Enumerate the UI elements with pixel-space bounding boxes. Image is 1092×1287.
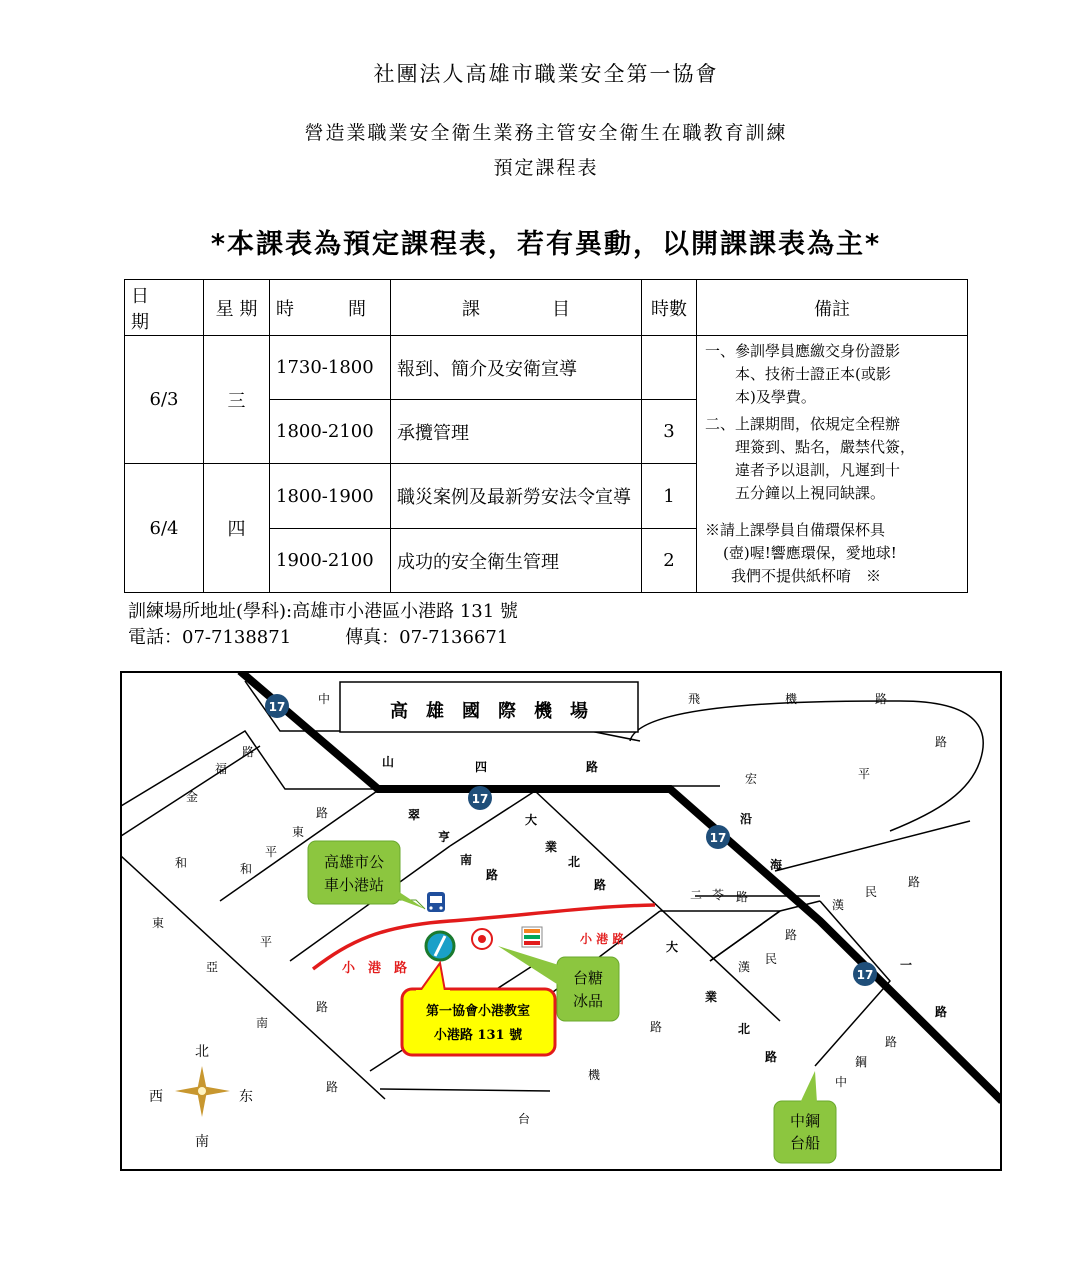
svg-text:大: 大: [525, 813, 538, 827]
svg-text:南: 南: [460, 853, 473, 867]
svg-text:路: 路: [316, 1000, 329, 1014]
steel-label: 台船: [789, 1134, 821, 1152]
svg-text:金: 金: [186, 790, 199, 804]
schedule-table: [124, 279, 968, 593]
header-subject: 課 目: [391, 280, 642, 336]
svg-text:漢: 漢: [832, 898, 845, 912]
svg-text:平: 平: [260, 935, 273, 949]
compass-south: 南: [195, 1134, 209, 1150]
highway-shield: [853, 962, 877, 986]
svg-text:機: 機: [588, 1068, 601, 1082]
row-date: 6/3: [125, 336, 204, 464]
row-subject: 報到、簡介及安衛宣導: [391, 336, 642, 400]
schedule-notice: *本課表為預定課程表，若有異動，以開課課表為主*: [210, 229, 882, 260]
highway-shield: [706, 825, 730, 849]
steel-label: 中鋼: [789, 1112, 821, 1130]
taisugar-label: 冰品: [572, 992, 604, 1010]
svg-text:路: 路: [935, 735, 948, 749]
row-time: 1800-2100: [270, 400, 391, 464]
svg-text:東: 東: [152, 916, 165, 930]
row-time: 1800-1900: [270, 464, 391, 529]
compass-west: 西: [149, 1089, 163, 1105]
svg-text:飛: 飛: [688, 692, 701, 706]
airport-label: 高 雄 國 際 機 場: [390, 701, 588, 722]
svg-text:和: 和: [240, 862, 253, 876]
row-subject: 承攬管理: [391, 400, 642, 464]
classroom-label: 第一協會小港教室: [425, 1004, 531, 1019]
taisugar-label: 台糖: [572, 969, 604, 987]
svg-text:路: 路: [875, 692, 888, 706]
svg-text:路: 路: [594, 878, 607, 892]
training-address: 訓練場所地址(學科):高雄市小港區小港路 131 號: [128, 601, 518, 622]
svg-text:亞: 亞: [206, 960, 219, 974]
bus-station-label: 車小港站: [323, 876, 385, 894]
remark-line: ※請上課學員自備環保杯具: [705, 521, 886, 539]
svg-text:大: 大: [666, 940, 679, 954]
svg-text:南: 南: [256, 1016, 269, 1030]
svg-text:中: 中: [835, 1075, 848, 1089]
row-time: 1730-1800: [270, 336, 391, 400]
svg-text:路: 路: [326, 1080, 339, 1094]
svg-text:中: 中: [318, 692, 331, 706]
svg-text:苓: 苓: [712, 888, 725, 902]
svg-text:福: 福: [215, 762, 228, 776]
svg-text:路: 路: [908, 875, 921, 889]
svg-text:業: 業: [705, 990, 718, 1004]
row-hours: 3: [642, 400, 697, 464]
svg-text:翠: 翠: [408, 808, 421, 822]
svg-text:北: 北: [568, 855, 581, 869]
svg-text:亨: 亨: [438, 830, 451, 844]
row-subject: 成功的安全衛生管理: [391, 529, 642, 593]
phone-fax: 電話：07-7138871 傳真：07-7136671: [128, 627, 509, 648]
svg-text:路: 路: [586, 760, 599, 774]
row-date: 6/4: [125, 464, 204, 593]
svg-text:漢: 漢: [738, 960, 751, 974]
remark-line: 違者予以退訓，凡遲到十: [735, 461, 901, 479]
svg-text:北: 北: [738, 1022, 751, 1036]
remarks-cell: [697, 336, 968, 593]
svg-text:17: 17: [856, 968, 874, 982]
row-subject: 職災案例及最新勞安法令宣導: [391, 464, 642, 529]
xiaogang-road-label-right: 小 港 路: [580, 932, 625, 946]
svg-text:平: 平: [265, 845, 278, 859]
svg-text:路: 路: [242, 745, 255, 759]
table-header-row: [125, 280, 968, 336]
svg-text:山: 山: [382, 755, 395, 769]
svg-text:路: 路: [486, 868, 499, 882]
svg-text:民: 民: [765, 952, 778, 966]
highway-shield: [265, 694, 289, 718]
taisugar-logo-icon: [472, 929, 492, 949]
header-time: 時 間: [270, 280, 391, 336]
svg-text:路: 路: [650, 1020, 663, 1034]
svg-text:路: 路: [935, 1005, 948, 1019]
svg-text:東: 東: [292, 825, 305, 839]
header-weekday: 星 期: [204, 280, 270, 336]
bus-station-label: 高雄市公: [323, 853, 385, 871]
schedule-subtitle: 預定課程表: [493, 157, 599, 179]
svg-text:路: 路: [765, 1050, 778, 1064]
svg-text:宏: 宏: [745, 772, 758, 786]
xiaogang-road-label: 小 港 路: [342, 961, 408, 976]
course-title: 營造業職業安全衛生業務主管安全衛生在職教育訓練: [304, 122, 788, 144]
svg-text:民: 民: [865, 885, 878, 899]
row-time: 1900-2100: [270, 529, 391, 593]
row-hours: 2: [642, 529, 697, 593]
seven-eleven-icon: [522, 927, 542, 947]
header-date: 日 期: [125, 280, 204, 336]
svg-text:17: 17: [268, 700, 286, 714]
organization-title: 社團法人高雄市職業安全第一協會: [373, 62, 719, 86]
svg-text:路: 路: [785, 928, 798, 942]
svg-text:沿: 沿: [740, 812, 753, 826]
bus-icon: [427, 892, 445, 912]
remark-line: 本)及學費。: [735, 388, 816, 406]
compass-east: 东: [239, 1089, 253, 1105]
highway-shield: [468, 786, 492, 810]
svg-text:台: 台: [518, 1112, 531, 1126]
svg-text:平: 平: [858, 767, 871, 781]
svg-text:業: 業: [545, 840, 558, 854]
row-hours: [642, 336, 697, 400]
svg-text:路: 路: [885, 1035, 898, 1049]
remark-line: 二、上課期間，依規定全程辦: [705, 415, 901, 433]
remark-line: (壺)喔!響應環保，愛地球!: [723, 544, 897, 562]
svg-text:17: 17: [471, 792, 489, 806]
svg-text:四: 四: [475, 760, 488, 774]
row-weekday: 四: [204, 464, 270, 593]
remark-line: 一、參訓學員應繳交身份證影: [705, 342, 901, 360]
remark-line: 理簽到、點名，嚴禁代簽，: [735, 438, 916, 456]
location-map: [120, 671, 1002, 1171]
svg-text:鋼: 鋼: [855, 1055, 868, 1069]
svg-text:路: 路: [316, 806, 329, 820]
classroom-address-label: 小港路 131 號: [433, 1028, 523, 1043]
table-row: [125, 336, 968, 400]
svg-text:和: 和: [175, 856, 188, 870]
svg-text:機: 機: [785, 692, 798, 706]
row-hours: 1: [642, 464, 697, 529]
remark-line: 我們不提供紙杯唷 ※: [731, 567, 882, 585]
svg-text:路: 路: [736, 890, 749, 904]
row-weekday: 三: [204, 336, 270, 464]
compass-north: 北: [195, 1044, 209, 1060]
classroom-logo-icon: [426, 932, 454, 960]
svg-text:17: 17: [709, 831, 727, 845]
header-hours: 時數: [642, 280, 697, 336]
svg-text:海: 海: [770, 858, 783, 872]
header-remarks: 備註: [697, 280, 968, 336]
remark-line: 五分鐘以上視同缺課。: [735, 484, 886, 502]
svg-text:一: 一: [900, 958, 913, 972]
remark-line: 本、技術士證正本(或影: [735, 365, 891, 383]
svg-text:二: 二: [690, 888, 703, 902]
